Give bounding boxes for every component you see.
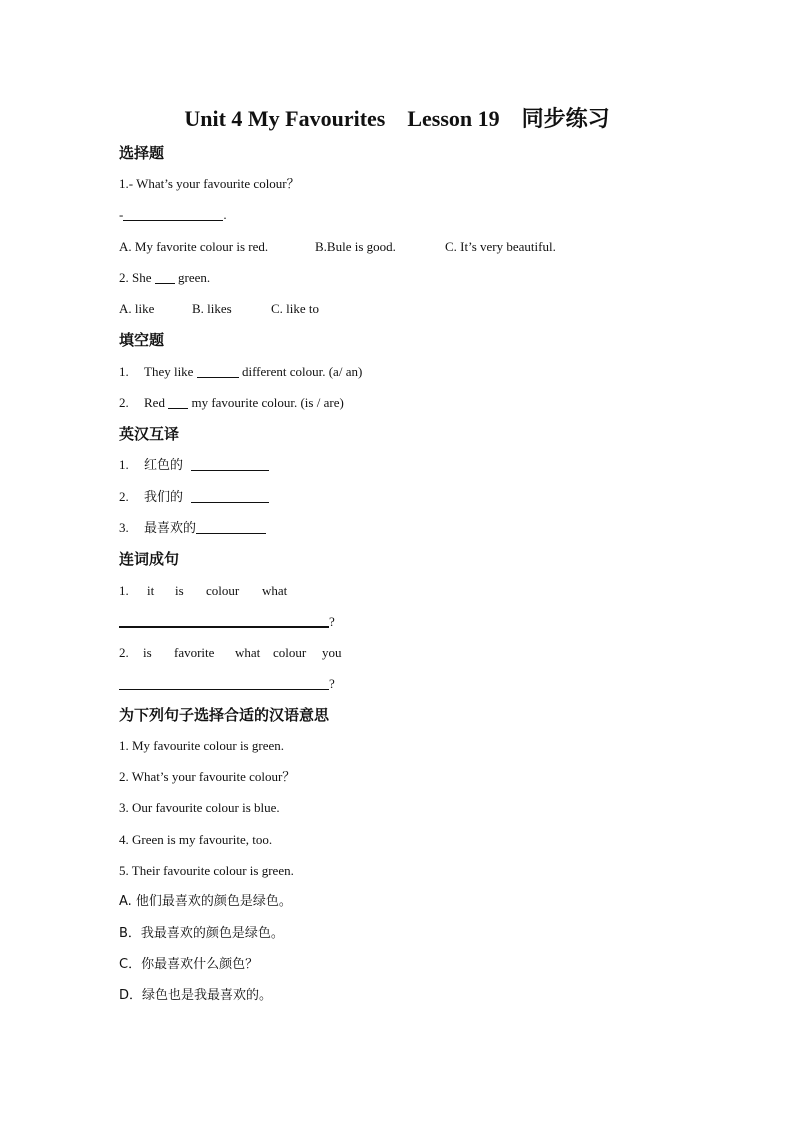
section-heading-choice: 选择题 [119, 144, 165, 162]
end-mark: ? [329, 676, 335, 691]
answer-prefix: - [119, 207, 124, 222]
reorder-q2-words [119, 643, 419, 663]
reorder-q1-answer-line [119, 612, 335, 632]
fill-item [119, 362, 362, 382]
item-number: 1. [119, 583, 129, 598]
word-chip: colour [273, 645, 307, 660]
item-text-before: Red [144, 395, 169, 410]
question-text-before: 2. She [119, 270, 155, 285]
translate-item [119, 487, 269, 507]
reorder-q2-answer-line [119, 674, 335, 694]
word-chip: you [322, 645, 342, 660]
choice-q2-option-c: C. like to [271, 301, 320, 316]
answer-blank[interactable] [123, 206, 223, 221]
item-text: 最喜欢的 [144, 521, 197, 536]
reorder-q1-words [119, 581, 419, 601]
choice-q1-option-c: C. It’s very beautiful. [445, 239, 556, 254]
item-number: 2. [119, 645, 129, 660]
page-title: Unit 4 My Favourites Lesson 19 同步练习 [184, 106, 610, 131]
choice-q1-answer-line [119, 205, 227, 225]
translate-item [119, 518, 266, 538]
item-number: 1. [119, 364, 129, 379]
translate-blank[interactable] [191, 456, 269, 471]
answer-blank[interactable] [119, 675, 329, 690]
choice-q2-question [119, 268, 210, 288]
item-number: 2. [119, 395, 129, 410]
match-sentence: 1. My favourite colour is green. [119, 738, 284, 753]
item-number: 1. [119, 457, 129, 472]
match-option-b: B．我最喜欢的颜色是绿色。 [119, 926, 284, 941]
choice-q2-option-b: B. likes [192, 301, 232, 316]
item-text: 我们的 [144, 490, 188, 505]
item-number: 3. [119, 520, 129, 535]
fill-item [119, 393, 344, 413]
word-chip: it [147, 583, 155, 598]
end-mark: ? [329, 614, 335, 629]
item-text: 红色的 [144, 458, 188, 473]
match-option-c: C．你最喜欢什么颜色？ [119, 957, 259, 972]
section-heading-reorder: 连词成句 [119, 550, 180, 568]
answer-blank[interactable] [119, 612, 329, 628]
item-text-before: They like [144, 364, 197, 379]
section-heading-fill: 填空题 [119, 331, 165, 349]
choice-q1-options [119, 237, 679, 257]
choice-q2-option-a: A. like [119, 301, 155, 316]
answer-suffix: . [223, 207, 227, 222]
choice-q1-option-a: A. My favorite colour is red. [119, 239, 269, 254]
word-chip: colour [206, 583, 240, 598]
choice-q1-option-b: B.Bule is good. [315, 239, 396, 254]
translate-item [119, 455, 269, 475]
match-option-a: A. 他们最喜欢的颜色是绿色。 [119, 894, 292, 909]
match-sentence: 4. Green is my favourite, too. [119, 832, 273, 847]
section-heading-match: 为下列句子选择合适的汉语意思 [119, 706, 330, 724]
word-chip: what [262, 583, 288, 598]
word-chip: what [235, 645, 261, 660]
item-number: 2. [119, 489, 129, 504]
question-blank[interactable] [155, 269, 175, 284]
match-option-d: D．绿色也是我最喜欢的。 [119, 988, 273, 1003]
question-text-after: green. [174, 270, 211, 285]
translate-blank[interactable] [191, 488, 269, 503]
match-sentence: 5. Their favourite colour is green. [119, 863, 294, 878]
section-heading-translate: 英汉互译 [119, 425, 180, 443]
match-sentence: 3. Our favourite colour is blue. [119, 800, 280, 815]
word-chip: favorite [174, 645, 215, 660]
choice-q1-question: 1.- What’s your favourite colour？ [119, 176, 300, 191]
item-text-after: different colour. (a/ an) [238, 364, 363, 379]
fill-blank[interactable] [168, 394, 188, 409]
word-chip: is [143, 645, 152, 660]
fill-blank[interactable] [197, 363, 239, 378]
word-chip: is [175, 583, 184, 598]
translate-blank[interactable] [196, 519, 266, 534]
choice-q2-options [119, 299, 419, 319]
match-sentence: 2. What’s your favourite colour？ [119, 769, 296, 784]
item-text-after: my favourite colour. (is / are) [188, 395, 344, 410]
